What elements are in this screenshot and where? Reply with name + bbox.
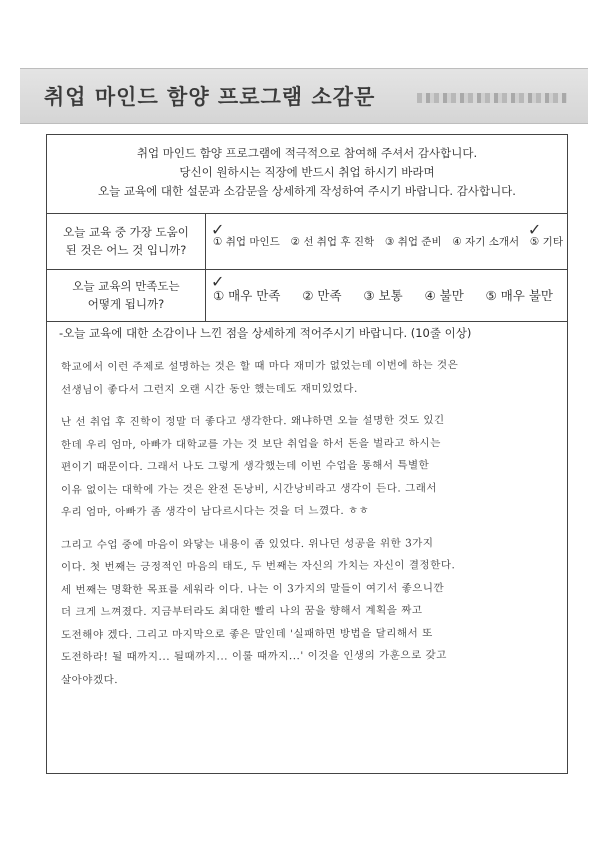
question-row-satisfaction <box>47 269 567 322</box>
essay-line: 편이기 때문이다. 그래서 나도 그렇게 생각했는데 이번 수업을 통해서 특별한 <box>60 459 430 474</box>
essay-line: 선생님이 좋다서 그런지 오랜 시간 동안 했는데도 재미있었다. <box>60 382 358 396</box>
option-label: ③ 취업 준비 <box>384 235 442 248</box>
question-text: 오늘 교육의 만족도는 <box>72 279 180 293</box>
essay-line: 이유 없이는 대학에 가는 것은 완전 돈낭비, 시간낭비라고 생각이 든다. 그래서 <box>60 481 438 496</box>
question-text: 어떻게 됩니까? <box>87 297 165 311</box>
essay-line: 살아야겠다. <box>60 673 119 686</box>
option-5[interactable] <box>527 219 563 249</box>
essay-prompt: -오늘 교육에 대한 소감이나 느낀 점을 상세하게 적어주시기 바랍니다. (10줄 이상) <box>59 326 472 340</box>
check-mark-icon: ✓ <box>211 272 225 291</box>
essay-line: 난 선 취업 후 진학이 정말 더 좋다고 생각한다. 왜냐하면 오늘 설명한 것도 있긴 <box>60 414 445 429</box>
essay-line: 더 크게 느껴졌다. 지금부터라도 최대한 빨리 나의 꿈을 향해서 계획을 짜고 <box>60 604 423 619</box>
check-mark-icon: ✓ <box>527 219 542 239</box>
option-1[interactable] <box>211 219 280 249</box>
option-4[interactable] <box>452 234 519 249</box>
option-2[interactable] <box>302 286 341 304</box>
option-label: ② 만족 <box>302 288 342 303</box>
option-1[interactable] <box>211 272 281 304</box>
question-label <box>47 269 206 321</box>
question-text: 된 것은 어느 것 입니까? <box>65 243 187 257</box>
essay-line: 우리 엄마, 아빠가 좀 생각이 남다르시다는 것을 더 느꼈다. ㅎㅎ <box>60 504 370 519</box>
intro-line: 오늘 교육에 대한 설문과 소감문을 상세하게 작성하여 주시기 바랍니다. 감사합니다. <box>98 184 516 198</box>
intro-section <box>47 135 567 214</box>
option-label: ① 취업 마인드 <box>213 235 280 248</box>
option-label: ③ 보통 <box>363 288 403 303</box>
option-3[interactable] <box>363 286 402 304</box>
intro-line: 당신이 원하시는 직장에 반드시 취업 하시기 바라며 <box>179 165 435 179</box>
question-text: 오늘 교육 중 가장 도움이 <box>63 225 189 239</box>
option-4[interactable] <box>424 286 463 304</box>
essay-line: 그리고 수업 중에 마음이 와닿는 내용이 좀 있었다. 위나던 성공을 위한 3가지 <box>60 536 434 551</box>
option-label: ② 선 취업 후 진학 <box>290 235 375 248</box>
option-label: ⑤ 기타 <box>529 235 563 248</box>
essay-line: 한데 우리 엄마, 아빠가 대학교를 가는 것 보단 취업을 하서 돈을 벌라고 하시는 <box>60 436 441 451</box>
essay-line: 세 번째는 명확한 목표를 세워라 이다. 나는 이 3가지의 말들이 여기서 좋으니깐 <box>60 581 445 596</box>
essay-line: 학교에서 이런 주제로 설명하는 것은 할 때 마다 재미가 없었는데 이번에 하는 것은 <box>60 359 459 374</box>
option-label: ⑤ 매우 불만 <box>485 288 553 303</box>
question-label <box>47 213 206 269</box>
option-5[interactable] <box>486 286 553 304</box>
option-2[interactable] <box>291 234 375 249</box>
header-bar <box>20 68 588 124</box>
redacted-text <box>417 93 567 103</box>
paragraph-gap <box>61 523 557 533</box>
intro-line: 취업 마인드 함양 프로그램에 적극적으로 참여해 주셔서 감사합니다. <box>136 146 478 160</box>
question-row-helpful <box>47 213 567 270</box>
essay-line: 도전하라! 될 때까지... 될때까지... 이룰 때까지...' 이것을 인생의 가훈으로 갖고 <box>60 649 447 664</box>
option-label: ④ 불만 <box>424 288 464 303</box>
essay-handwritten <box>61 355 557 690</box>
document-title: 취업 마인드 함양 프로그램 소감문 <box>44 85 376 109</box>
option-label: ④ 자기 소개서 <box>452 235 520 248</box>
essay-line: 이다. 첫 번째는 긍정적인 마음의 태도, 두 번째는 자신의 가치는 자신이 결정한다. <box>60 559 456 574</box>
options-list <box>213 269 563 321</box>
option-label: ① 매우 만족 <box>213 288 281 303</box>
essay-line: 도전해야 겠다. 그리고 마지막으로 좋은 말인데 '실패하면 방법을 달리해서 또 <box>60 626 433 641</box>
options-list <box>213 213 563 269</box>
check-mark-icon: ✓ <box>211 219 225 239</box>
option-3[interactable] <box>385 234 442 249</box>
survey-form <box>46 134 568 774</box>
